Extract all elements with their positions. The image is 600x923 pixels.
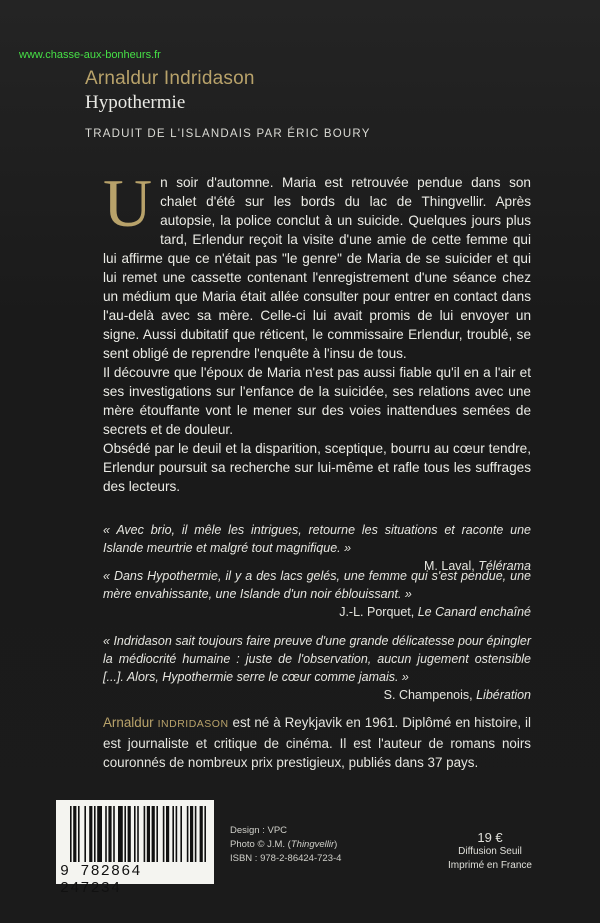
barcode-bar xyxy=(97,806,102,862)
bio-last-name: INDRIDASON xyxy=(157,718,229,730)
distribution: Diffusion Seuil xyxy=(458,846,522,857)
quote-publication: Télérama xyxy=(478,559,531,573)
barcode-bar xyxy=(147,806,150,862)
barcode-bar xyxy=(113,806,115,862)
quote-author: J.-L. Porquet, xyxy=(339,605,418,619)
quote-text: « Indridason sait toujours faire preuve d'une grande délicatesse pour épingler la médiocrité humaine : juste de l'observation, aucun jugement ostensible [...]. Alors, Hypothermie serre le cœur comme jamais. » xyxy=(103,634,531,684)
barcode-digits: 9 782864 247234 xyxy=(60,863,142,897)
barcode-bar xyxy=(70,806,72,862)
photo-credit-place: Thingvellir xyxy=(290,839,335,850)
bio-text: est né à Reykjavik en 1961. Diplômé en histoire, il est journaliste et critique de cinéma. Il est l'auteur de romans noirs couronnés de nombreux prix prestigieux, publiés dans 37 pays. xyxy=(103,715,531,770)
quote-text: « Avec brio, il mêle les intrigues, retourne les situations et raconte une Islande meurtrie et malgré tout magnifique. » xyxy=(103,523,531,555)
summary-paragraph-1 xyxy=(103,165,531,363)
barcode-bar xyxy=(144,806,146,862)
printed-in: Imprimé en France xyxy=(448,860,532,871)
barcode-bar xyxy=(200,806,203,862)
barcode-bar xyxy=(180,806,182,862)
barcode-bar xyxy=(172,806,174,862)
barcode-bar xyxy=(187,806,189,862)
quote-source xyxy=(103,603,531,621)
drop-cap: U xyxy=(103,165,153,241)
barcode-bar xyxy=(94,806,96,862)
barcode-bar xyxy=(163,806,165,862)
barcode-bar xyxy=(204,806,206,862)
quote-author: S. Champenois, xyxy=(383,688,477,702)
summary-paragraph-3: Obsédé par le deuil et la disparition, sceptique, bourru au cœur tendre, Erlendur poursuit sa recherche sur lui-même et rafle tous les suffrages des lecteurs. xyxy=(103,441,531,494)
price: 19 € xyxy=(477,830,503,845)
photo-credit-suffix: ) xyxy=(334,839,338,850)
author-bio xyxy=(103,713,531,772)
barcode-bar xyxy=(108,806,111,862)
summary-text xyxy=(103,165,531,496)
barcode-bar xyxy=(152,806,155,862)
barcode-bar xyxy=(84,806,86,862)
barcode-bar xyxy=(195,806,197,862)
barcode-bar xyxy=(156,806,158,862)
barcode-bar xyxy=(166,806,169,862)
author-name: Arnaldur Indridason xyxy=(85,68,255,89)
summary-paragraph-2: Il découvre que l'époux de Maria n'est pas aussi fiable qu'il en a l'air et ses investigations sur l'enfance de la suicidée, ses relations avec une mère étouffante vont le mener sur des voies inattendues semées de secrets et de douleur. xyxy=(103,365,531,437)
book-title: Hypothermie xyxy=(85,92,186,113)
barcode-bar xyxy=(190,806,193,862)
barcode-bar xyxy=(73,806,76,862)
isbn-barcode xyxy=(56,800,214,897)
bio-first-name: Arnaldur xyxy=(103,715,154,730)
barcode-bar xyxy=(89,806,92,862)
barcode-bar xyxy=(78,806,80,862)
bio-author-name xyxy=(103,715,229,730)
isbn-text: ISBN : 978-2-86424-723-4 xyxy=(230,853,342,864)
barcode-bar xyxy=(128,806,131,862)
barcode-bar xyxy=(137,806,139,862)
barcode-bars xyxy=(56,800,214,864)
photo-credit-prefix: Photo © J.M. ( xyxy=(230,839,291,850)
summary-paragraph-1-text: n soir d'automne. Maria est retrouvée pendue dans son chalet d'été sur les bords du lac de Thingvellir. Après autopsie, la police conclut à un suicide. Quelques jours plus tard, Erlendur reçoit la visite d'une amie de cette femme qui lui affirme que ce n'était pas "le genre" de Maria de se suicider et qui lui remet une cassette contenant l'enregistrement d'une séance chez un médium que Maria était allée consulter pour entrer en contact dans l'au-delà avec sa mère. Celle-ci lui avait promis de lui envoyer un signe. Aussi dubitatif que réticent, le commissaire Erlendur, troublé, se sent obligé de reprendre l'enquête à l'insu de tous. xyxy=(103,175,531,361)
design-credit: Design : VPC xyxy=(230,825,288,836)
quote-source xyxy=(103,686,531,704)
watermark-url: www.chasse-aux-bonheurs.fr xyxy=(19,49,161,61)
barcode-bar xyxy=(124,806,126,862)
press-quote xyxy=(103,632,531,704)
photo-credit xyxy=(230,838,341,852)
barcode-bar xyxy=(176,806,178,862)
quote-author: M. Laval, xyxy=(424,559,479,573)
credits xyxy=(230,824,341,866)
publisher-info xyxy=(420,831,560,873)
barcode-bar xyxy=(134,806,136,862)
quote-publication: Le Canard enchaîné xyxy=(417,605,531,619)
barcode-bar xyxy=(118,806,123,862)
press-quote xyxy=(103,567,531,621)
barcode-bar xyxy=(105,806,107,862)
quote-text: « Dans Hypothermie, il y a des lacs gelés, une femme qui s'est pendue, une mère envahissante, une Islande d'un noir éblouissant. » xyxy=(103,569,531,601)
translator-credit: TRADUIT DE L'ISLANDAIS PAR ÉRIC BOURY xyxy=(85,128,371,140)
quote-publication: Libération xyxy=(476,688,531,702)
